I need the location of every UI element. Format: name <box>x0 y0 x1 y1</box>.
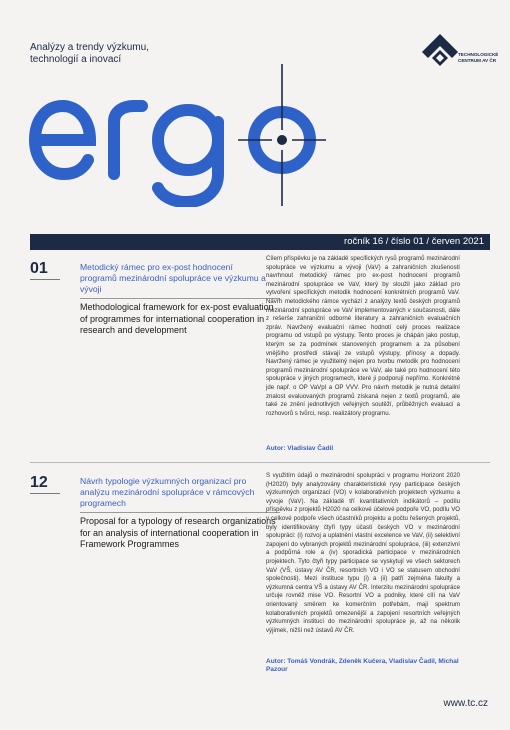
article-number: 01 <box>30 260 48 277</box>
article-divider <box>30 462 490 463</box>
title-divider <box>80 298 280 299</box>
title-divider <box>80 512 280 513</box>
article-abstract: S využitím údajů o mezinárodní spolupráci v programu Horizont 2020 (H2020) byly analyzovány charakteristické rysy participace českých výzkumných organizací (VO) v kolaborativních projektech výzkumu a vývoje (VaV). Na základě tří kvantitativních indikátorů – podílu příspěvku z projektů H2020 na celkové účelové podpoře VO, podílu VO v celkové podpoře všech účastníků projektu a počtu řešených projektů, byly identifikovány čtyři typy účastí českých VO v mezinárodní spolupráci: (i) rozvoj a uplatnění vlastní excelence ve VaV, (ii) selektivní zapojení do vybraných projektů mezinárodní spolupráce, (iii) extenzivní a podpůrná role a (iv) sporadická participace v mezinárodních projektech. Tyto čtyři typy participace se vyskytují ve všech sektorech VaV (VŠ, ústavy AV ČR, resortních VO i VO se statusem obchodní společnosti). Mezi instituce typu (i) a (ii) patří zejména fakulty a výzkumná centra VŠ a ústavy AV ČR. Interzitu mezinárodní spolupráce určuje rovněž mise VO. Resortní VO a podniky, které cílí na VaV orientovaný směrem ke komerčním potřebám, mají spektrum kolaborativních projektů omezenější a zapojení resortních veřejných výzkumných institucí do mezinárodní spolupráce je, až na několik výjimek, nižší než ústavů AV ČR. <box>266 472 460 634</box>
publisher-logo[interactable] <box>420 32 499 82</box>
article-title-cz[interactable]: Metodický rámec pro ex-post hodnocení programů mezinárodní spolupráce ve výzkumu a vývoji <box>80 262 266 294</box>
article-abstract: Cílem příspěvku je na základě specifických rysů programů mezinárodní spolupráce ve výzkumu a vývoji (VaV) a zahraničních zkušeností navrhnout metodický rámec pro ex-post hodnocení programů mezinárodní spolupráce ve VaV, který by sloužil jako základ pro vytvoření specifických metodik hodnocení konkrétních programů VaV. Návrh metodického rámce vychází z analýzy textů českých programů mezinárodní spolupráce ve VaV implementovaných v současnosti, dále z rešerše zahraniční odborné literatury a zahraničních evaluačních zpráv. Navržený evaluační rámec hodnotí celý proces realizace programu od vstupů po výstupy. Tento proces je chápán jako postup, kterým se za podmínek stanovených programem a za působení vnějšího prostředí stávají ze vstupů výstupy, přínosy a dopady. Navržený rámec je využitelný nejen pro tvorbu metodik pro hodnocení programů mezinárodní spolupráce ve VaV, ale také pro hodnocení této spolupráce v jiných programech, které ji podporují nepřímo. Konkrétně jde např. o OP VaVpI a OP VVV. Pro návrh metodik je nutná detailní znalost evaluovaných programů získaná nejen z textů programů, ale také ze znění jednotlivých veřejných soutěží, průběžných evaluací a rozhovorů s tvůrci, resp. realizátory programu. <box>266 255 460 417</box>
number-underline <box>30 493 60 494</box>
article-title-en: Methodological framework for ex-post evaluation of programmes for international cooperation in research and development <box>80 302 274 335</box>
article-title-cz[interactable]: Návrh typologie výzkumných organizací pro analýzu mezinárodní spolupráce v rámcových programech <box>80 476 255 508</box>
issue-label: ročník 16 / číslo 01 / červen 2021 <box>344 236 484 247</box>
issue-bar <box>30 234 490 250</box>
tagline-line-1: Analýzy a trendy výzkumu, <box>30 42 149 53</box>
publisher-logo-icon <box>420 32 460 72</box>
publisher-logo-text: TECHNOLOGICKÉ CENTRUM AV ČR <box>458 52 499 63</box>
number-underline <box>30 279 60 280</box>
magazine-title-logo <box>28 62 328 207</box>
article-authors: Autor: Vladislav Čadil <box>266 445 334 452</box>
article-title-en: Proposal for a typology of research organizations for an analysis of international cooperation in Framework Programmes <box>80 516 276 549</box>
article-number: 12 <box>30 474 48 491</box>
tagline-line-2: technologií a inovací <box>30 54 122 65</box>
article-authors: Autor: Tomáš Vondrák, Zdeněk Kučera, Vladislav Čadil, Michal Pazour <box>266 658 459 674</box>
website-link[interactable]: www.tc.cz <box>443 698 488 709</box>
